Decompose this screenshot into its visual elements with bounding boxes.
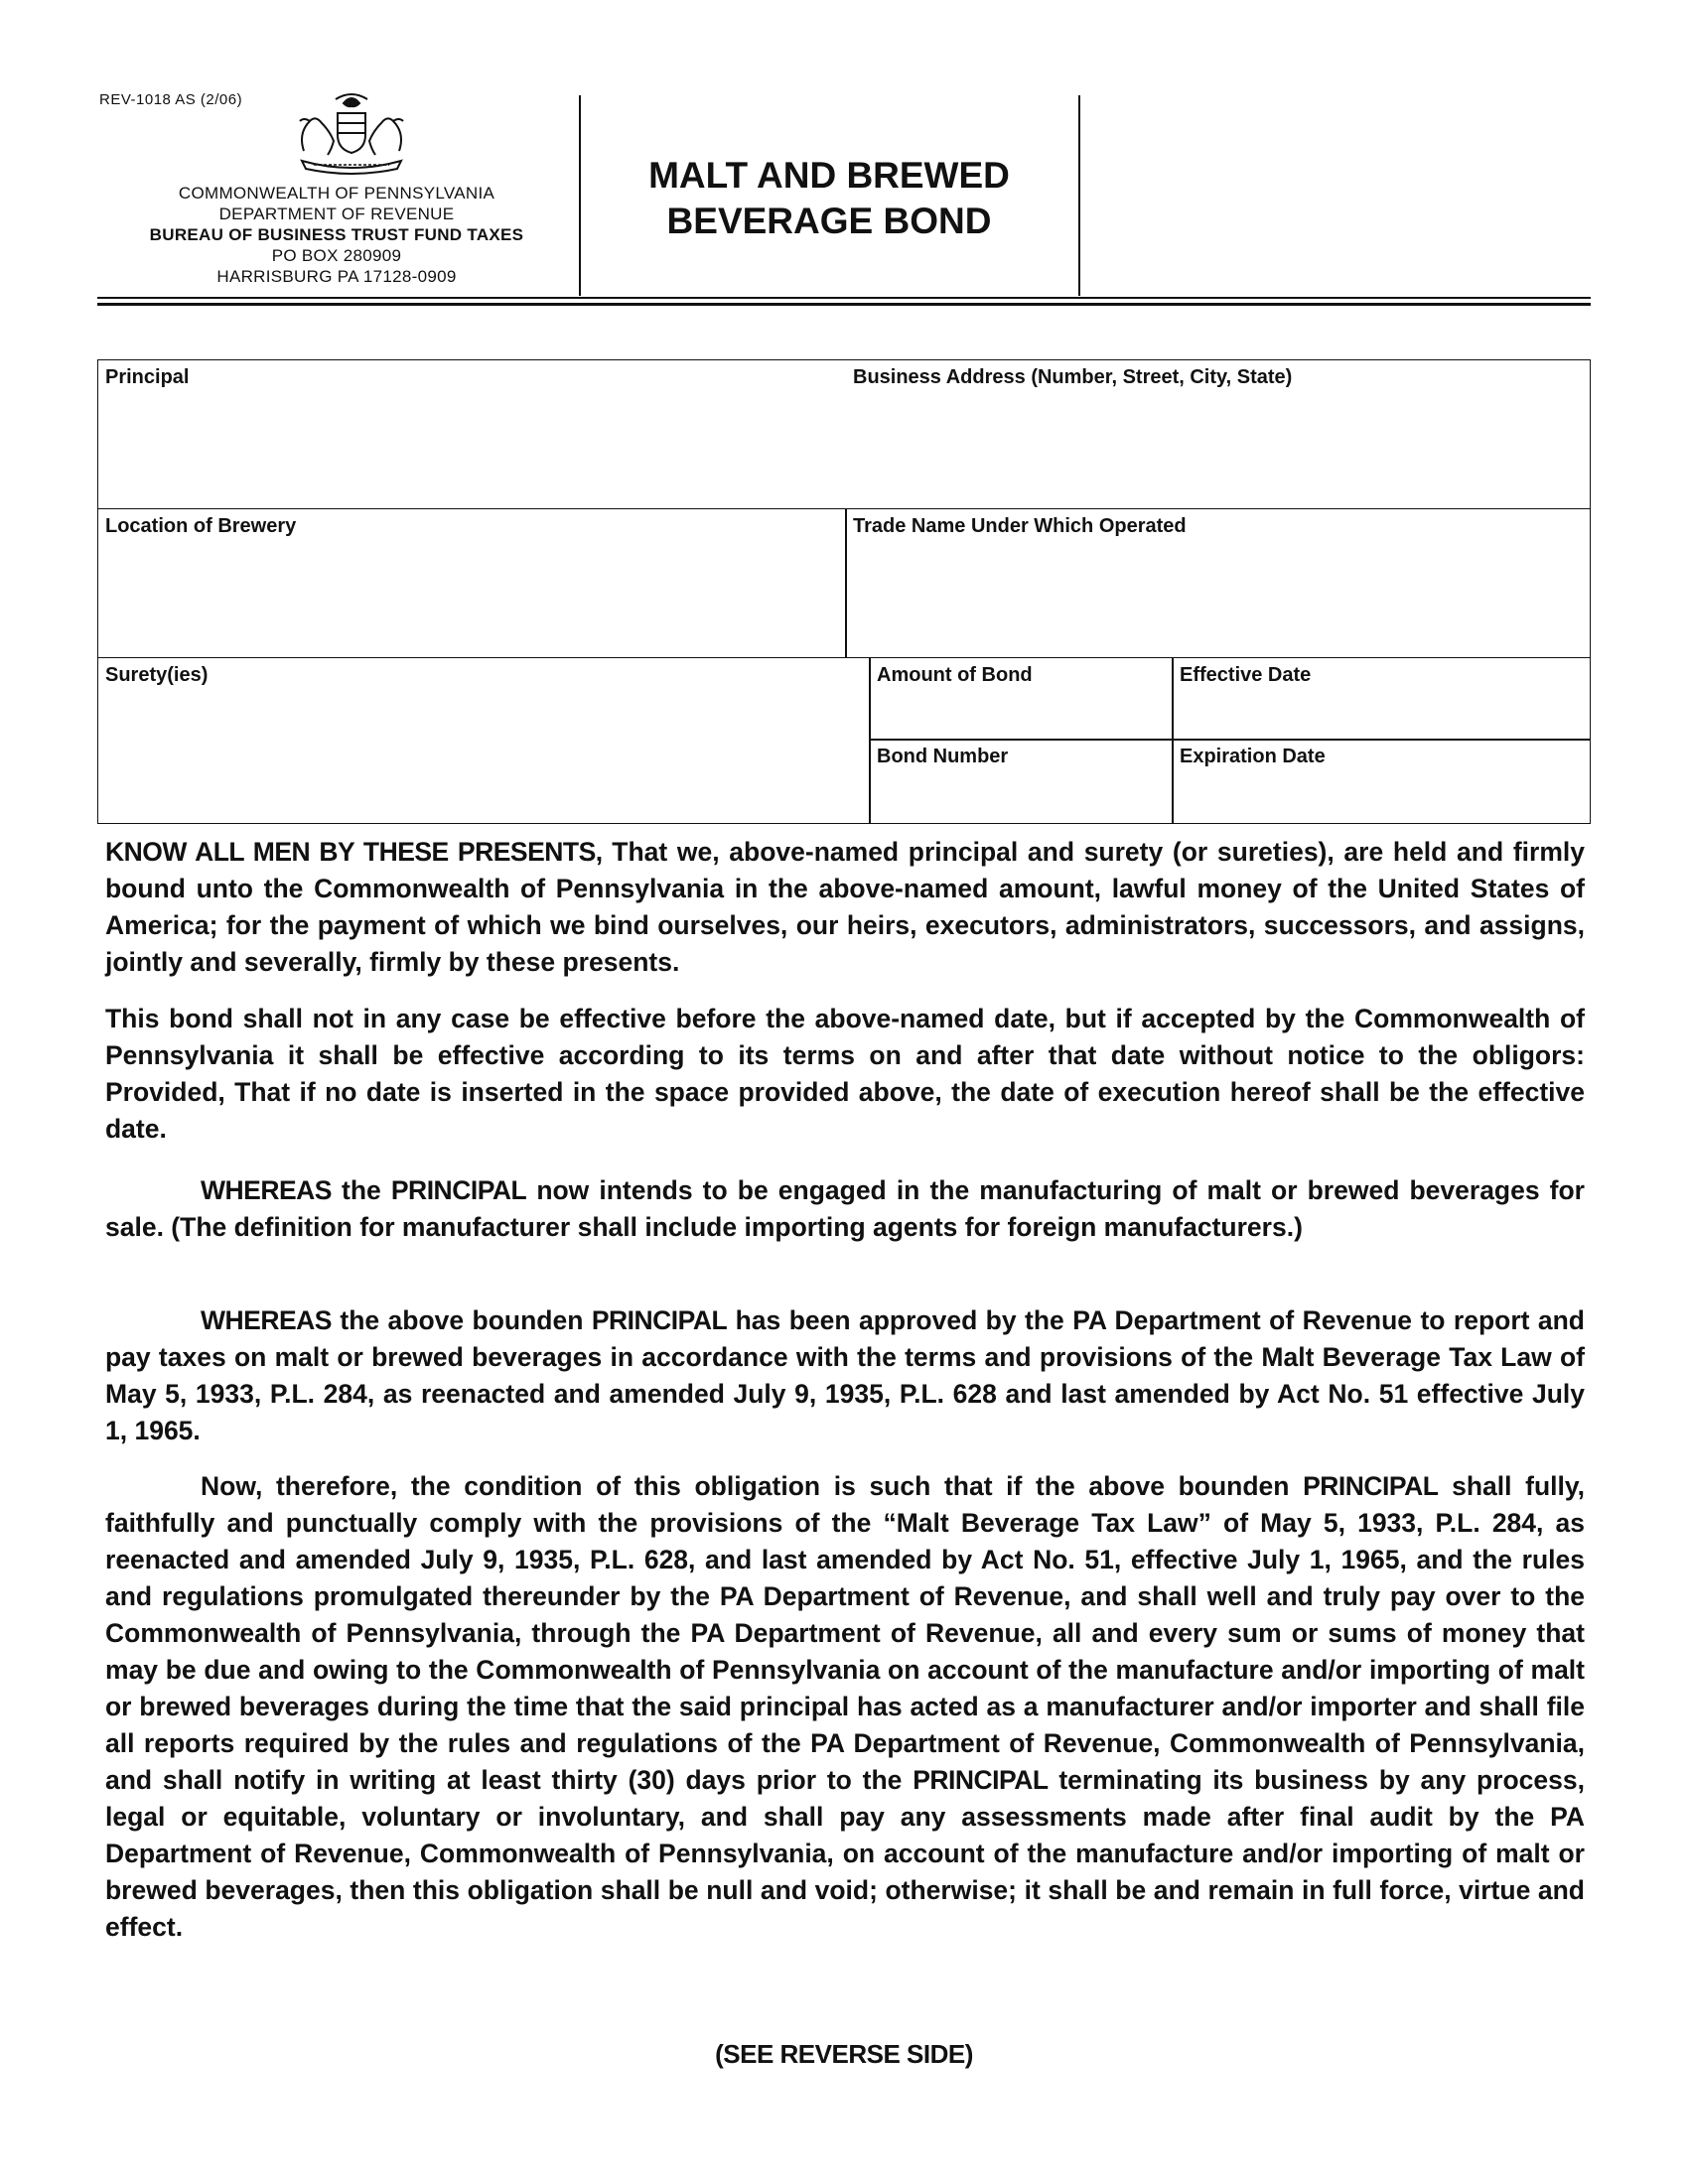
whereas-2-principal: PRINCIPAL: [591, 1305, 728, 1335]
sureties-label: Surety(ies): [105, 664, 209, 686]
location-of-brewery-field[interactable]: [97, 508, 847, 658]
trade-name-label: Trade Name Under Which Operated: [853, 515, 1187, 537]
principal-field[interactable]: [97, 359, 846, 509]
agency-line-1: COMMONWEALTH OF PENNSYLVANIA: [178, 184, 495, 203]
expiration-date-field[interactable]: [1172, 739, 1591, 824]
paragraph-whereas-1: [105, 1172, 1585, 1246]
paragraph-effective-date: [105, 1001, 1585, 1148]
header-rule-bottom: [97, 303, 1591, 306]
know-all-men-lead: KNOW ALL MEN BY THESE PRESENTS,: [105, 837, 603, 867]
location-of-brewery-label: Location of Brewery: [105, 515, 297, 537]
title-line-1: MALT AND BREWED: [648, 155, 1010, 196]
agency-line-2: DEPARTMENT OF REVENUE: [218, 205, 455, 223]
whereas-1-the: the: [331, 1175, 391, 1205]
title-line-2: BEVERAGE BOND: [666, 201, 992, 241]
see-reverse-side: (SEE REVERSE SIDE): [715, 2039, 973, 2069]
agency-line-4: PO BOX 280909: [271, 246, 402, 265]
whereas-2-text-b: has been approved by the PA Department of Revenue to report and pay taxes on malt or brewed beverages in accordance with the terms and provisions of the Malt Beverage Tax Law of May 5, 1933, P.L. 284, as reenacted and amended July 9, 1935, P.L. 628 and last amended by Act No. 51 effective July 1, 1965.: [105, 1305, 1585, 1445]
agency-address: [97, 183, 576, 287]
principal-label: Principal: [105, 366, 190, 388]
know-all-men-text: That we, above-named principal and surety (or sureties), are held and firmly bound unto the Commonwealth of Pennsylvania in the above-named amount, lawful money of the United States of America; for the payment of which we bind ourselves, our heirs, executors, administrators, successors, and assigns, jointly and severally, firmly by these presents.: [105, 837, 1585, 977]
agency-line-5: HARRISBURG PA 17128-0909: [216, 267, 457, 286]
coat-of-arms-icon: [284, 89, 419, 175]
effective-date-text: This bond shall not in any case be effective before the above-named date, but if accepted by the Commonwealth of Pennsylvania it shall be effective according to its terms on and after that date without notice to the obligors: Provided, That if no date is inserted in the space provided above, the date of execution hereof shall be the effective date.: [105, 1004, 1585, 1144]
amount-of-bond-label: Amount of Bond: [877, 664, 1033, 686]
header-rule-top: [97, 297, 1591, 299]
effective-date-label: Effective Date: [1180, 664, 1312, 686]
bond-number-field[interactable]: [869, 739, 1174, 824]
whereas-1-principal: PRINCIPAL: [390, 1175, 527, 1205]
paragraph-know-all-men: [105, 834, 1585, 981]
condition-principal-2: PRINCIPAL: [913, 1765, 1049, 1795]
amount-of-bond-field[interactable]: [869, 657, 1174, 741]
trade-name-field[interactable]: [845, 508, 1591, 658]
sureties-field[interactable]: [97, 657, 871, 824]
whereas-1-lead: WHEREAS: [201, 1175, 332, 1205]
whereas-2-lead: WHEREAS: [201, 1305, 332, 1335]
header-divider-right: [1078, 95, 1080, 296]
whereas-2-text-a: the above bounden: [331, 1305, 592, 1335]
page-title: [581, 153, 1077, 244]
effective-date-field[interactable]: [1172, 657, 1591, 741]
paragraph-whereas-2: [105, 1302, 1585, 1449]
whereas-1-text: now intends to be engaged in the manufacturing of malt or brewed beverages for sale. (The definition for manufacturer shall include importing agents for foreign manufacturers.): [105, 1175, 1585, 1242]
agency-line-3: BUREAU OF BUSINESS TRUST FUND TAXES: [149, 225, 524, 244]
business-address-field[interactable]: [846, 359, 1591, 509]
condition-text-a: Now, therefore, the condition of this obligation is such that if the above bounden: [201, 1471, 1304, 1501]
condition-text-c: terminating its business by any process, legal or equitable, voluntary or involuntary, and shall pay any assessments made after final audit by the PA Department of Revenue, Commonwealth of Pennsylvania, on account of the manufacture and/or importing of malt or brewed beverages, then this obligation shall be null and void; otherwise; it shall be and remain in full force, virtue and effect.: [105, 1765, 1585, 1942]
paragraph-condition: [105, 1468, 1585, 1946]
condition-principal-1: PRINCIPAL: [1303, 1471, 1439, 1501]
expiration-date-label: Expiration Date: [1180, 746, 1326, 767]
form-id: REV-1018 AS (2/06): [99, 91, 243, 108]
condition-text-b: shall fully, faithfully and punctually comply with the provisions of the “Malt Beverage Tax Law” of May 5, 1933, P.L. 284, as reenacted and amended July 9, 1935, P.L. 628, and last amended by Act No. 51, effective July 1, 1965, and the rules and regulations promulgated thereunder by the PA Department of Revenue, and shall well and truly pay over to the Commonwealth of Pennsylvania, through the PA Department of Revenue, all and every sum or sums of money that may be due and owing to the Commonwealth of Pennsylvania on account of the manufacture and/or importing of malt or brewed beverages during the time that the said principal has acted as a manufacturer and/or importer and shall file all reports required by the rules and regulations of the PA Department of Revenue, Commonwealth of Pennsylvania, and shall notify in writing at least thirty (30) days prior to the: [105, 1471, 1586, 1795]
bond-number-label: Bond Number: [877, 746, 1009, 767]
business-address-label: Business Address (Number, Street, City, State): [853, 366, 1293, 388]
